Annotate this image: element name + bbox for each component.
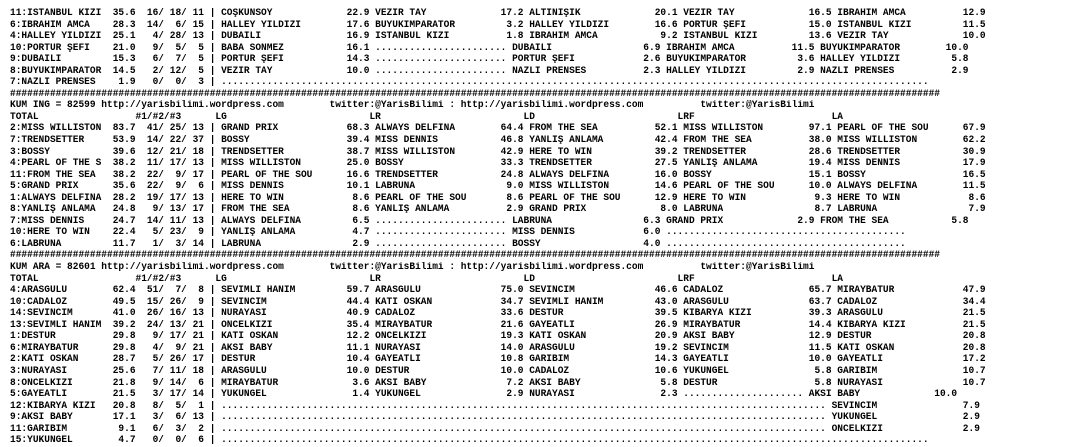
text-line: 8:ÖNCELKIZI 21.8 9/ 14/ 6 | MİRAYBATUR 3.6 AKSİ BABY 7.2 AKSİ BABY 5.8 DESTUR 5.8 NURAYASI 10.7 (10, 377, 986, 389)
text-line: 9:AKSİ BABY 17.1 3/ 6/ 13 | .......................................................................................................... YÜKÜNGEL 2.9 (10, 412, 980, 424)
separator-line: ################################################################################################################################################################### (10, 250, 940, 262)
text-line: 3:NURAYASI 25.6 7/ 11/ 18 | ARASGÜLÜ 10.0 DESTUR 10.0 CADALOZ 10.6 YÜKÜNGEL 5.8 GARİBİM 10.7 (10, 365, 986, 377)
text-line: 5:GAYEATLI 21.5 3/ 17/ 14 | YÜKÜNGEL 1.4 YÜKÜNGEL 2.9 NURAYASI 2.3 ..................... AKSİ BABY 10.0 (10, 389, 958, 401)
text-line: 11:İSTANBUL KIZI 35.6 16/ 18/ 11 | COŞKUNSOY 22.9 VEZİR TAY 17.2 ALTINIŞIK 20.1 VEZİR TAY 16.5 İBRAHİM AMCA 12.9 (10, 8, 986, 19)
text-line: 2:KATI ÖSKAN 28.7 5/ 26/ 17 | DESTUR 10.4 GAYEATLI 10.8 GARİBİM 14.3 GAYEATLI 10.0 GAYEATLI 17.2 (10, 354, 986, 366)
text-line: 1:ALWAYS DELFINA 28.2 19/ 17/ 13 | HERE TO WIN 8.6 PEARL OF THE SOU 8.6 PEARL OF THE SOU 12.9 HERE TO WIN 9.3 HERE TO WIN 8.6 (10, 192, 986, 204)
text-line: 6:LABRUNA 11.7 1/ 3/ 14 | LABRUNA 2.9 ....................... BOSSY 4.0 .......................................... (10, 238, 906, 250)
text-line: 11:FROM THE SEA 38.2 22/ 9/ 17 | PEARL OF THE SOU 16.6 TRENDSETTER 24.8 ALWAYS DELFINA 16.0 BOSSY 15.1 BOSSY 16.5 (10, 169, 986, 181)
text-line: 9:DUBAİLİ 15.3 6/ 7/ 5 | PORTÜR ŞEFİ 14.3 ....................... PORTÜR ŞEFİ 2.6 BÜYÜKİMPARATOR 3.6 HALLEY YILDIZI 5.8 (10, 54, 969, 66)
text-line: 1:DESTUR 29.8 9/ 17/ 21 | KATI ÖSKAN 12.2 ÖNCELKIZI 19.3 KATI ÖSKAN 20.9 AKSİ BABY 12.9 DESTUR 20.8 (10, 331, 986, 343)
text-line: 8:YANLIŞ ANLAMA 24.8 9/ 13/ 17 | FROM THE SEA 8.6 YANLIŞ ANLAMA 2.9 GRAND PRIX 8.0 LABRUNA 8.7 LABRUNA 7.9 (10, 204, 986, 216)
text-line: 7:NAZLI PRENSES 1.9 0/ 0/ 3 | ............................................................................................................................ (10, 77, 929, 89)
column-header-line: TOTAL #1/#2/#3 LG LR LD LRF LA (10, 273, 843, 285)
text-line: 13:SEVİMLİ HANIM 39.2 24/ 13/ 21 | ÖNCELKIZI 35.4 MİRAYBATUR 21.6 GAYEATLI 26.9 MİRAYBATUR 14.4 KİBARYA KIZI 21.5 (10, 319, 986, 331)
text-line: 5:GRAND PRIX 35.6 22/ 9/ 6 | MISS DENNIS 10.1 LABRUNA 9.0 MISS WILLISTON 14.6 PEARL OF THE SOU 10.0 ALWAYS DELFINA 11.5 (10, 181, 986, 193)
text-line: 6:MİRAYBATUR 29.8 4/ 9/ 21 | AKSİ BABY 11.1 NURAYASI 14.0 ARASGÜLÜ 19.2 SEVİNCİM 11.5 KATI ÖSKAN 20.8 (10, 342, 986, 354)
text-line: 4:PEARL OF THE S 38.2 11/ 17/ 13 | MISS WILLISTON 25.0 BOSSY 33.3 TRENDSETTER 27.5 YANLIŞ ANLAMA 19.4 MISS DENNIS 17.9 (10, 158, 986, 170)
text-line: 8:BÜYÜKİMPARATOR 14.5 2/ 12/ 5 | VEZİR TAY 10.0 ....................... NAZLI PRENSES 2.3 HALLEY YILDIZI 2.9 NAZLI PRENSES 2.9 (10, 65, 969, 77)
text-line: 4:HALLEY YILDIZI 25.1 4/ 28/ 13 | DUBAİLİ 16.9 İSTANBUL KIZI 1.8 İBRAHİM AMCA 9.2 İSTANBUL KIZI 13.6 VEZİR TAY 10.0 (10, 31, 986, 43)
text-line: 10:HERE TO WIN 22.4 5/ 23/ 9 | YANLIŞ ANLAMA 4.7 ....................... MISS DENNIS 6.0 .......................................... (10, 227, 906, 239)
text-line: 12:KİBARYA KIZI 20.8 8/ 5/ 1 | .......................................................................................................... SEVİNCİM 7.9 (10, 400, 980, 412)
text-line: 6:İBRAHİM AMCA 28.3 14/ 6/ 15 | HALLEY YILDIZI 17.6 BÜYÜKİMPARATOR 3.2 HALLEY YILDIZI 16.6 PORTÜR ŞEFİ 15.0 İSTANBUL KIZI 11.5 (10, 19, 986, 31)
text-line: 10:CADALOZ 49.5 15/ 26/ 9 | SEVİNCİM 44.4 KATI ÖSKAN 34.7 SEVİMLİ HANIM 43.0 ARASGÜLÜ 63.7 CADALOZ 34.4 (10, 296, 986, 308)
text-line: 4:ARASGÜLÜ 62.4 51/ 7/ 8 | SEVİMLİ HANIM 59.7 ARASGÜLÜ 75.0 SEVİNCİM 46.6 CADALOZ 65.7 MİRAYBATUR 47.9 (10, 285, 986, 297)
text-line: 7:TRENDSETTER 53.9 14/ 22/ 37 | BOSSY 39.4 MISS DENNIS 46.8 YANLIŞ ANLAMA 42.4 FROM THE SEA 38.0 MISS WILLISTON 62.2 (10, 135, 986, 147)
separator-line: ################################################################################################################################################################### (10, 88, 940, 100)
race-header-line: KUM ARA = 82601 http://yarisbilimi.wordpress.com twitter:@YarisBilimi : http://yarisbilimi.wordpress.com twitter:@YarisBilimi (10, 262, 815, 274)
text-line: 7:MISS DENNIS 24.7 14/ 11/ 13 | ALWAYS DELFINA 6.5 ....................... LABRUNA 6.3 GRAND PRIX 2.9 FROM THE SEA 5.8 (10, 215, 969, 227)
text-line: 3:BOSSY 39.6 12/ 21/ 18 | TRENDSETTER 38.7 MISS WILLISTON 42.9 HERE TO WIN 39.2 TRENDSETTER 28.6 TRENDSETTER 30.9 (10, 146, 986, 158)
text-line: 15:YÜKÜNGEL 4.7 0/ 0/ 6 | ............................................................................................................................ (10, 435, 929, 447)
text-line: 11:GARİBİM 9.1 6/ 3/ 2 | .......................................................................................................... ÖNCELKIZI 2.9 (10, 423, 980, 435)
race-header-line: KUM ING = 82599 http://yarisbilimi.wordpress.com twitter:@YarisBilimi : http://yarisbilimi.wordpress.com twitter:@YarisBilimi (10, 100, 815, 112)
column-header-line: TOTAL #1/#2/#3 LG LR LD LRF LA (10, 111, 843, 123)
text-line: 14:SEVİNCİM 41.0 26/ 16/ 13 | NURAYASI 40.9 CADALOZ 33.6 DESTUR 39.5 KİBARYA KIZI 39.3 ARASGÜLÜ 21.5 (10, 308, 986, 320)
text-line: 10:PORTÜR ŞEFİ 21.0 9/ 5/ 5 | BABA SÖNMEZ 16.1 ....................... DUBAİLİ 6.9 İBRAHİM AMCA 11.5 BÜYÜKİMPARATOR 10.0 (10, 42, 969, 54)
text-line: 2:MISS WILLISTON 83.7 41/ 25/ 13 | GRAND PRIX 68.3 ALWAYS DELFINA 64.4 FROM THE SEA 52.1 MISS WILLISTON 97.1 PEARL OF THE SOU 67.9 (10, 123, 986, 135)
